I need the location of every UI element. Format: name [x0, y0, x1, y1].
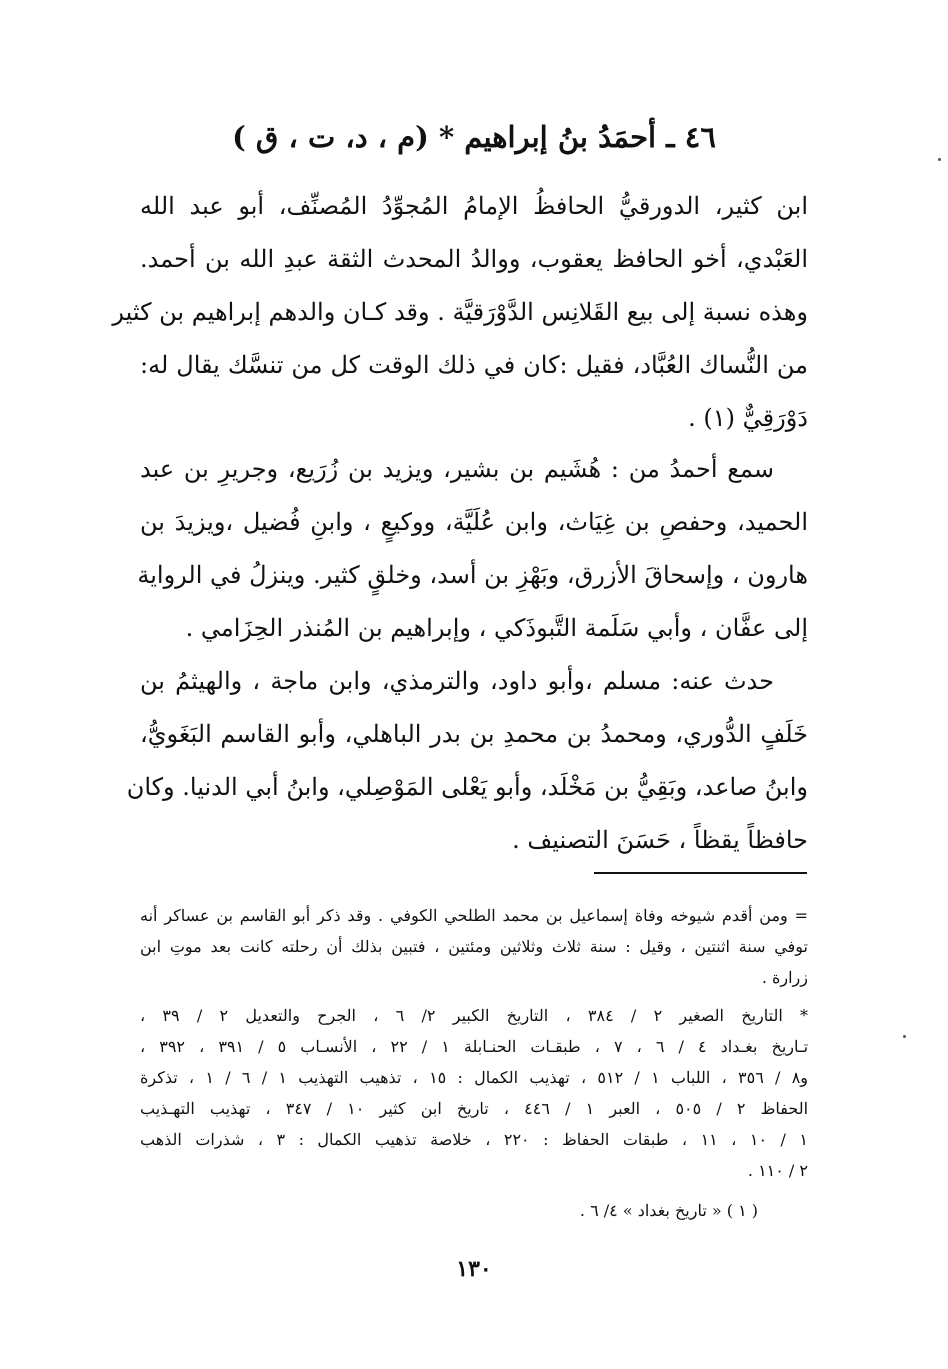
entry-heading: ٤٦ ـ أحمَدُ بنُ إبراهيم * (م ، د، ت ، ق ) — [232, 120, 716, 154]
text-line: إلى عفَّان ، وأبي سَلَمة التَّبوذَكي ، وإبراهيم بن المُنذر الحِزَامي . — [185, 614, 808, 642]
footnote-line: و٨ / ٣٥٦ ، اللباب ١ / ٥١٢ ، تهذيب الكمال : ١٥ ، تذهيب التهذيب ١ / ٦ / ١ ، تذكرة — [140, 1068, 809, 1087]
text-line: سمع أحمدُ من : هُشَيم بن بشير، ويزيد بن زُرَيع، وجريرِ بن عبد — [140, 455, 774, 483]
text-line: حافظاً يقظاً ، حَسَنَ التصنيف . — [512, 826, 808, 854]
page-number: ١٣٠ — [456, 1256, 492, 1282]
text-line: من النُّساك العُبَّاد، فقيل :كان في ذلك الوقت كل من تنسَّك يقال له: — [140, 351, 808, 379]
footnote-line: زرارة . — [761, 968, 808, 987]
margin-speck — [938, 158, 941, 161]
text-line: الحميد، وحفصِ بن غِيَاث، وابن عُلَيَّة، ووكيعٍ ، وابنِ فُضيل ،ويزيدَ بن — [140, 508, 808, 536]
margin-speck — [903, 1035, 906, 1038]
footnote-line: الحفاظ ٢ / ٥٠٥ ، العبر ١ / ٤٤٦ ، تاريخ ابن كثير ١٠ / ٣٤٧ ، تهذيب التهـذيب — [140, 1099, 809, 1118]
text-line: دَوْرَقِيٌّ (١) . — [688, 404, 808, 432]
footnote-separator — [594, 872, 807, 874]
text-line: ابن كثير، الدورقيُّ الحافظُ الإمامُ المُجوِّدُ المُصنِّف، أبو عبد الله — [140, 192, 808, 220]
footnote-continuation — [140, 900, 808, 993]
paragraph-students — [126, 655, 808, 867]
footnote-sources — [140, 1000, 808, 1186]
footnote-reference — [140, 1195, 808, 1226]
footnote-line: ( ١ ) « تاريخ بغداد » ٤/ ٦ . — [579, 1201, 758, 1220]
text-line: وهذه نسبة إلى بيع القَلانِس الدَّوْرَقيَّة . وقد كـان والدهم إبراهيم بن كثير — [112, 298, 808, 326]
paragraph-lineage — [112, 180, 808, 445]
footnote-line: تـاريخ بغـداد ٤ / ٦ ، ٧ ، طبقـات الحنـابلة ١ / ٢٢ ، الأنسـاب ٥ / ٣٩١ ، ٣٩٢ ، — [140, 1037, 809, 1056]
text-line: خَلَفٍ الدُّوري، ومحمدُ بن محمدِ بن بدر الباهلي، وأبو القاسم البَغَويُّ، — [140, 720, 808, 748]
footnote-line: * التاريخ الصغير ٢ / ٣٨٤ ، التاريخ الكبير ٢/ ٦ ، الجرح والتعديل ٢ / ٣٩ ، — [140, 1006, 809, 1025]
paragraph-teachers — [137, 443, 808, 655]
footnote-line: توفي سنة اثنتين ، وقيل : سنة ثلاث وثلاثين ومئتين ، فتبين بذلك أن رحلته كانت بعد موتِ ابن — [140, 937, 808, 956]
footnote-line: = ومن أقدم شيوخه وفاة إسماعيل بن محمد الطلحي الكوفي . وقد ذكر أبو القاسم بن عساكر أنه — [140, 906, 808, 925]
text-line: حدث عنه: مسلم ،وأبو داود، والترمذي، وابن ماجة ، والهيثمُ بن — [140, 667, 774, 695]
footnote-line: ٢ / ١١٠ . — [747, 1161, 808, 1180]
text-line: وابنُ صاعد، وبَقِيُّ بن مَخْلَد، وأبو يَعْلى المَوْصِلي، وابنُ أبي الدنيا. وكان — [126, 773, 808, 801]
footnote-line: ١ / ١٠ ، ١١ ، طبقات الحفاظ : ٢٢٠ ، خلاصة تذهيب الكمال : ٣ ، شذرات الذهب — [140, 1130, 809, 1149]
text-line: العَبْدي، أخو الحافظ يعقوب، ووالدُ المحدث الثقة عبدِ الله بن أحمد. — [140, 245, 808, 273]
text-line: هارون ، وإسحاقَ الأزرق، وبَهْزِ بن أسد، وخلقٍ كثير. وينزلُ في الرواية — [137, 561, 808, 589]
